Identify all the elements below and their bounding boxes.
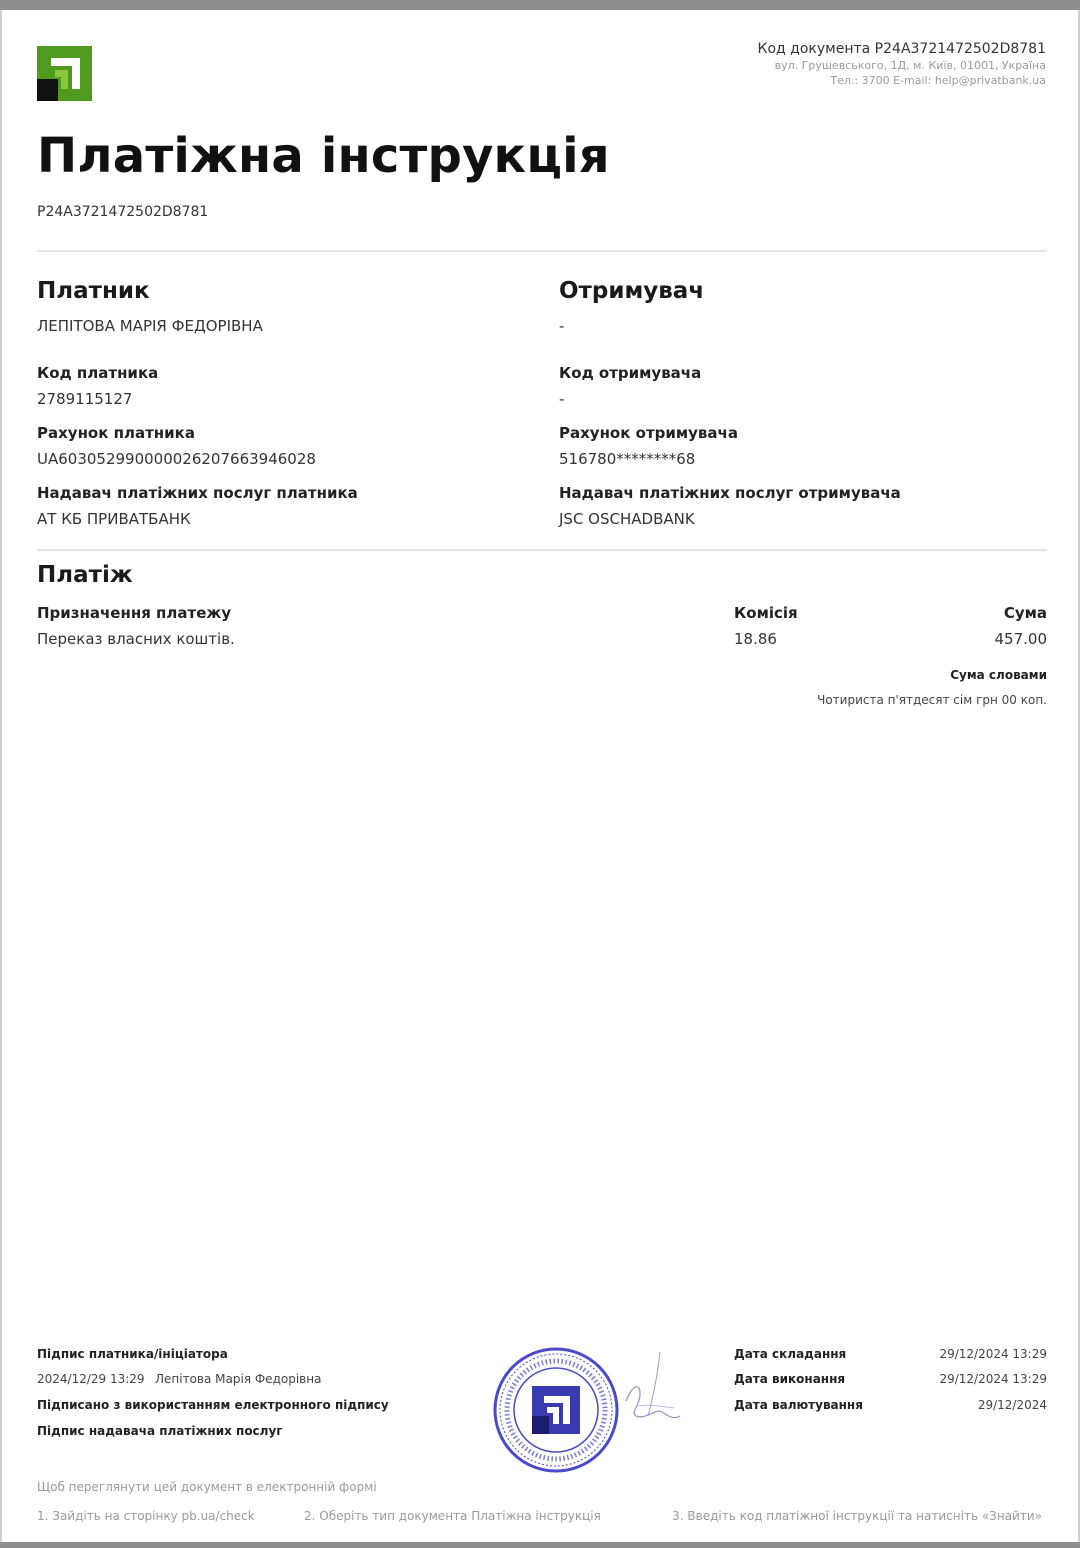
payer-provider: АТ КБ ПРИВАТБАНК xyxy=(37,510,191,528)
e-signature-note: Підписано з використанням електронного підпису xyxy=(37,1398,389,1412)
payer-signature-date: 2024/12/29 13:29 xyxy=(37,1372,145,1386)
divider-top xyxy=(37,250,1047,252)
left-edge xyxy=(0,10,2,1542)
date-executed: 29/12/2024 13:29 xyxy=(939,1372,1047,1386)
recipient-code-label: Код отримувача xyxy=(559,364,702,382)
bottom-border xyxy=(0,1542,1080,1548)
payment-fee-label: Комісія xyxy=(734,604,798,622)
payment-purpose-label: Призначення платежу xyxy=(37,604,232,622)
payer-code-label: Код платника xyxy=(37,364,159,382)
footer-step-1: 1. Зайдіть на сторінку pb.ua/check xyxy=(37,1509,255,1523)
payer-account-label: Рахунок платника xyxy=(37,424,195,442)
payer-account: UA603052990000026207663946028 xyxy=(37,450,316,468)
header-info xyxy=(758,40,1046,88)
top-border xyxy=(0,0,1080,10)
provider-signature-label: Підпис надавача платіжних послуг xyxy=(37,1424,283,1438)
header-doc-code: Код документа P24A3721472502D8781 xyxy=(757,41,1046,57)
payment-heading: Платіж xyxy=(37,562,133,588)
payer-signature-name: Лепітова Марія Федорівна xyxy=(155,1372,322,1386)
footer-intro: Щоб переглянути цей документ в електронній формі xyxy=(37,1480,377,1494)
recipient-provider: JSC OSCHADBANK xyxy=(559,510,695,528)
divider-middle xyxy=(37,549,1047,551)
bank-stamp-icon xyxy=(492,1346,620,1474)
date-created: 29/12/2024 13:29 xyxy=(939,1347,1047,1361)
payer-provider-label: Надавач платіжних послуг платника xyxy=(37,484,358,502)
date-value-label: Дата валютування xyxy=(734,1398,863,1412)
payer-heading: Платник xyxy=(37,278,150,304)
recipient-account: 516780********68 xyxy=(559,450,696,468)
payer-signature-label: Підпис платника/ініціатора xyxy=(37,1347,228,1361)
document-id: P24A3721472502D8781 xyxy=(37,204,209,220)
handwritten-signature-icon xyxy=(618,1346,708,1436)
payment-sum-words-label: Сума словами xyxy=(950,668,1047,682)
date-executed-label: Дата виконання xyxy=(734,1372,846,1386)
recipient-provider-label: Надавач платіжних послуг отримувача xyxy=(559,484,901,502)
payment-purpose: Переказ власних коштів. xyxy=(37,630,235,648)
date-value: 29/12/2024 xyxy=(977,1398,1047,1412)
document-title: Платіжна інструкція xyxy=(37,128,610,184)
payer-name: ЛЕПІТОВА МАРІЯ ФЕДОРІВНА xyxy=(37,317,263,335)
payment-sum: 457.00 xyxy=(994,630,1047,648)
recipient-name: - xyxy=(559,317,565,335)
header-contacts: Тел.: 3700 E-mail: help@privatbank.ua xyxy=(830,74,1046,87)
footer-step-3: 3. Введіть код платіжної інструкції та натисніть «Знайти» xyxy=(672,1509,1042,1523)
payer-code: 2789115127 xyxy=(37,390,133,408)
payment-sum-label: Сума xyxy=(1003,604,1047,622)
recipient-account-label: Рахунок отримувача xyxy=(559,424,738,442)
date-created-label: Дата складання xyxy=(734,1347,847,1361)
recipient-code: - xyxy=(559,390,565,408)
recipient-heading: Отримувач xyxy=(559,278,705,304)
header-address: вул. Грушевського, 1Д, м. Київ, 01001, Україна xyxy=(774,59,1046,72)
privatbank-logo-icon xyxy=(37,46,92,101)
footer-step-2: 2. Оберіть тип документа Платіжна інструкція xyxy=(304,1509,601,1523)
payment-fee: 18.86 xyxy=(734,630,777,648)
payment-sum-words: Чотириста п'ятдесят сім грн 00 коп. xyxy=(817,693,1047,707)
